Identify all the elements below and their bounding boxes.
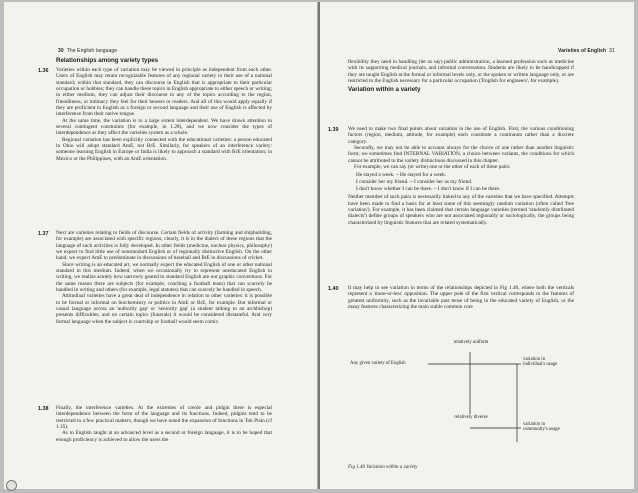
paragraph: Attitudinal varieties have a great deal of independence in relation to other varieties: it is possible to be formal or informal on biochemistry or politics in AmE or BrE, for example. But informal or casual language across an 'authority gap' or 'seniority gap' (a student talking to an archbishop) presents difficulties, and on certain topics (funerals) it would be considered distasteful. And very formal language when the subject is courtship or football would seem comic. [56, 293, 272, 325]
figure-label-community: variation in community's usage [523, 422, 560, 433]
paragraph: Regional variation has been explicitly connected with the educational varieties: a person educated in Ohio will adopt standard AmE, not BrE. Similarly, for speakers of an interference variety: someone learning English in Europe or India is likely to approach a standard with BrE orientation; in Mexico or the Philippines, with an AmE orientation. [56, 136, 272, 162]
right-running-title: Varieties of English [558, 48, 607, 54]
right-section-heading: Variation within a variety [348, 86, 421, 94]
section-1-37-body [56, 230, 272, 325]
left-running-head [58, 48, 117, 54]
example-line: He stayed a week. ~ He stayed for a week. [356, 172, 447, 179]
figure-label-diverse: relatively diverse [454, 415, 488, 420]
paragraph: For example, we can say (or write) one or the other of each of these pairs: [354, 164, 511, 171]
figure-caption: Fig 1.40 Variation within a variety [348, 465, 418, 470]
paragraph: At the same time, the variation is to a large extent interdependent. We have drawn attention to several contingent constraints (for example, in 1.28), and we now consider the types of interdependence as they affect the varieties system as a whole. [56, 117, 272, 137]
paragraph: It may help to see variation in terms of the relationships depicted in Fig 1.40, where both the verticals represent a 'more-or-less' opposition. The upper pole of the first vertical corresponds to the features of greatest uniformity, such as the invariable past tense of being in the educated variety of English, or the many features characterizing the main stable common core [348, 285, 574, 311]
example-line: I don't know whether I can be there. ~ I don't know if I can be there. [356, 185, 501, 192]
figure-label-variety: Any given variety of English [350, 361, 406, 366]
paragraph: Since writing is an educated art, we normally expect the educated English of one or other national standard in this medium. Indeed, when we occasionally try to represent uneducated English in writing, we realize acutely how narrowly geared to standard English are our graphic conventions. For the same reason there are subjects (for example, coaching a football team) that can scarcely be handled in writing and others (for example, legal statutes) that can scarcely be handled in speech. [56, 261, 272, 294]
left-running-title: The English language [66, 48, 118, 54]
right-page-number: 31 [609, 48, 615, 54]
left-section-heading: Relationships among variety types [56, 57, 159, 64]
paragraph: Finally, the interference varieties. At the extremes of creole and pidgin there is especial interdependence between the form of the language and its functions. Indeed, pidgins tend to be restricted to a few practical matters, though we have noted the expansion of functions in Tok Pisin (cf 1.35). [56, 405, 272, 431]
section-1-38-body [56, 405, 272, 443]
scanner-corner-mark [6, 480, 17, 491]
left-heading-block [56, 58, 272, 65]
section-number-1-40: 1.40 [328, 286, 339, 292]
section-number-1-36: 1.36 [38, 68, 49, 74]
figure-1-40 [320, 2, 634, 489]
paragraph: As to English taught at an advanced level as a second or foreign language, it is to be hoped that enough proficiency is achieved to allow the users the [56, 430, 272, 443]
right-page [320, 2, 634, 489]
paragraph: Next are varieties relating to fields of discourse. Certain fields of activity (farming and shipbuilding, for example) are associated with specific regions; clearly, it is in the dialect of these regions that the language of such activities is fully developed. In other fields (medicine, nuclear physics, philosophy) we expect to find little use of nonstandard English or of regionally distinctive English. On the other hand, we expect AmE to predominate in discussions of baseball and BrE in discussions of cricket. [56, 230, 272, 262]
book-spread [4, 2, 634, 489]
left-page-number: 30 [58, 48, 64, 54]
paragraph: flexibility they need in handling (let us say) public administration, a learned profession such as medicine with its supporting medical journals, and informal conversation. Students are likely to be handicapped if they are taught English at the formal or informal levels only, or the spoken or written language only, or are restricted to the English necessary for a particular occupation ('English for engineers', for example). [348, 59, 574, 85]
left-page [4, 2, 318, 489]
paragraph: We need to make two final points about variation in the use of English. First, the various conditioning factors (region, medium, attitude, for example) each constitute a continuum rather than a discrete category. [348, 126, 574, 145]
paragraph: Secondly, we may not be able to account always for the choice of one rather than another linguistic form; we sometimes find INTERNAL VARIATION, a choice between variants, the conditions for which cannot be attributed to the variety distinctions discussed in this chapter. [348, 145, 574, 164]
section-number-1-37: 1.37 [38, 231, 49, 237]
section-1-36-body [56, 67, 272, 162]
figure-label-individual: variation in individual's usage [523, 357, 558, 368]
paragraph: Varieties within each type of variation may be viewed in principle as independent from each other. Users of English may retain recognizable features of any regional variety in their use of a national standard; within that standard, they can discourse in English that is appropriate to their particular occupation or hobbies; they can handle these topics in English appropriate to either speech or writing; in either medium, they can adjust their discourse to any of the topics according to the region, friendliness, or intimacy they feel for their hearers or readers. And all of this would apply equally if they are proficient in English as a foreign or second language and their use of English is affected by interference from their native tongue. [56, 67, 272, 118]
paragraph: Neither member of such pairs is necessarily linked to any of the varieties that we have specified. Attempts have been made to find a basis for at least some of this seemingly random variation (often called 'free variation'). For example, it has been claimed that certain language varieties (termed 'randomly distributed dialects') define groups of speakers who are not associated regionally or sociologically, the groups being characterized by linguistic features that are related systematically. [348, 194, 574, 226]
section-number-1-38: 1.38 [38, 406, 49, 412]
example-line: I consider her my friend. ~ I consider her as my friend. [356, 179, 473, 185]
section-number-1-39: 1.39 [328, 127, 339, 133]
figure-label-uniform: relatively uniform [453, 340, 489, 345]
